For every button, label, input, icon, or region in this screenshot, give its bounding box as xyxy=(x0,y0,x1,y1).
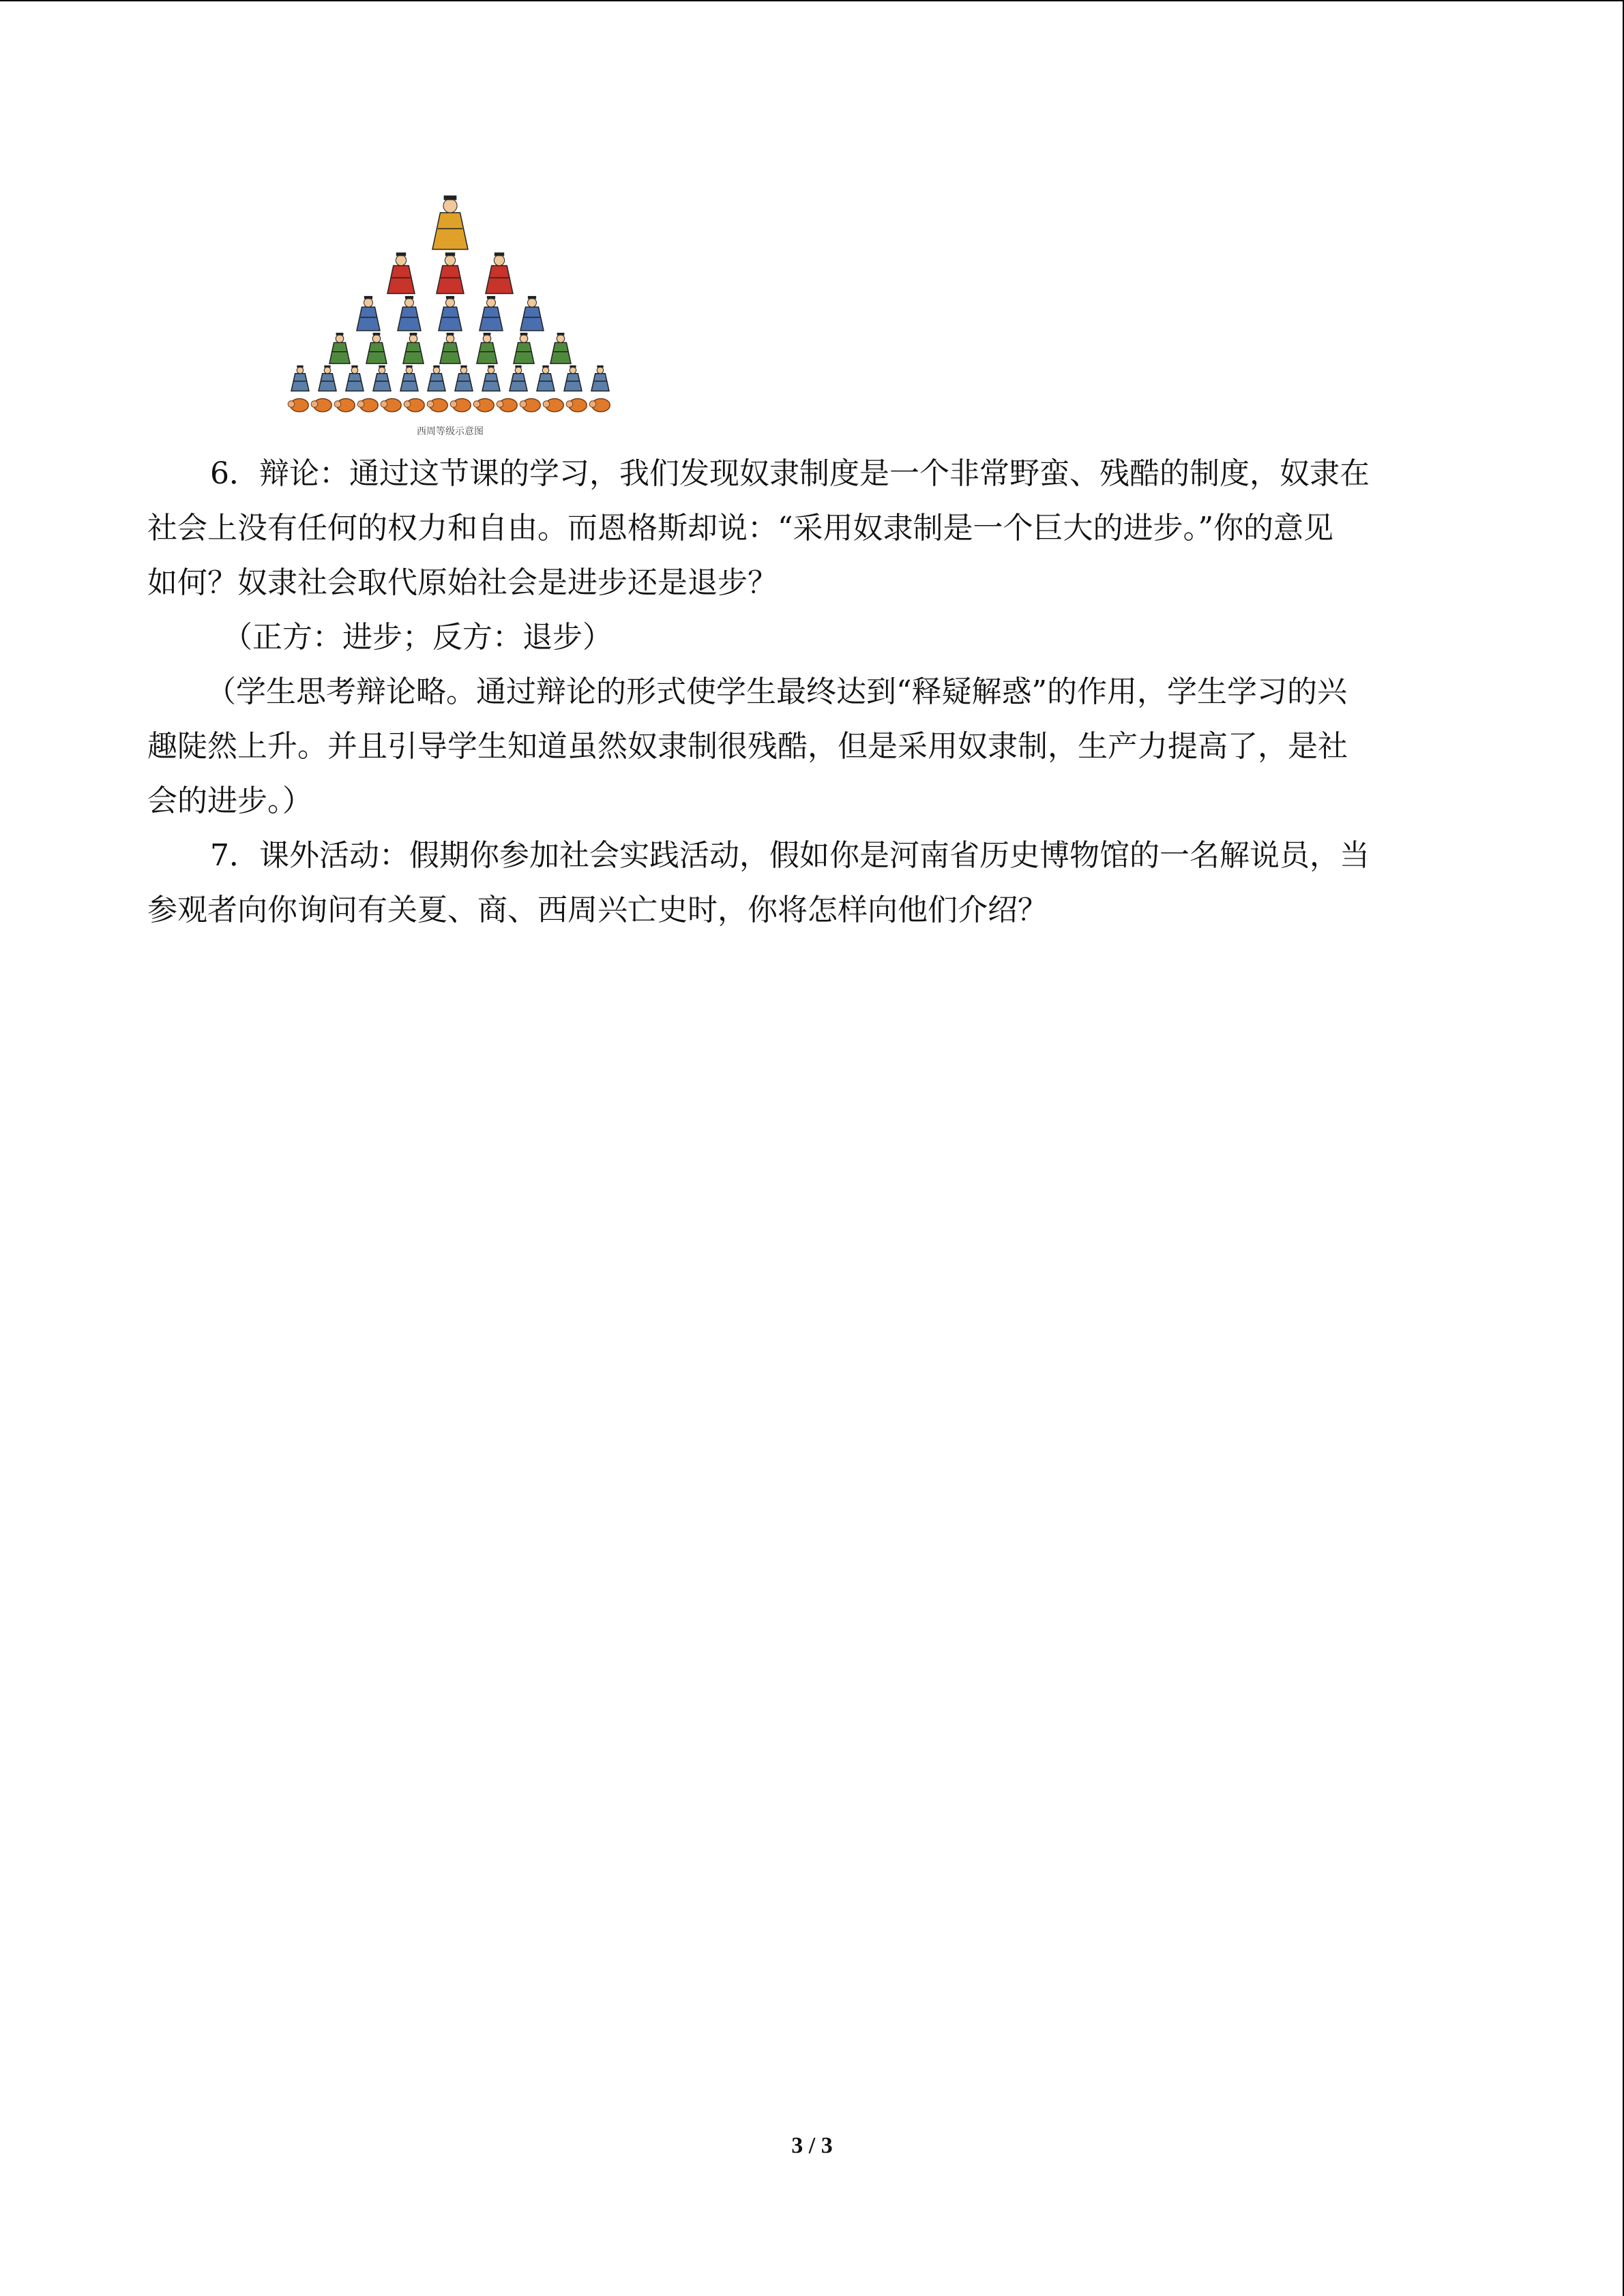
pyramid-person-figure xyxy=(520,296,544,331)
text-line: （学生思考辩论略。通过辩论的形式使学生最终达到“释疑解惑”的作用，学生学习的兴 xyxy=(206,674,1347,709)
pyramid-person-figure xyxy=(589,399,610,412)
hierarchy-pyramid-image xyxy=(259,194,641,426)
pyramid-person-figure xyxy=(473,399,494,412)
pyramid-person-figure xyxy=(566,399,587,412)
pyramid-person-figure xyxy=(334,399,355,412)
text-body xyxy=(147,447,1477,938)
pyramid-person-figure xyxy=(479,296,503,331)
pyramid-person-figure xyxy=(291,366,309,391)
text-line: （正方：进步；反方：退步） xyxy=(222,620,612,655)
text-line: 社会上没有任何的权力和自由。而恩格斯却说：“采用奴隶制是一个巨大的进步。”你的意见 xyxy=(147,511,1333,546)
paragraph-extracurricular xyxy=(147,829,1477,938)
pyramid-person-figure xyxy=(497,399,517,412)
paragraph-debate-question xyxy=(147,447,1477,610)
pyramid-person-figure xyxy=(537,366,555,391)
pyramid-person-figure xyxy=(357,296,380,331)
text-line: 趣陡然上升。并且引导学生知道虽然奴隶制很残酷，但是采用奴隶制，生产力提高了，是社 xyxy=(147,729,1348,764)
pyramid-person-figure xyxy=(398,296,421,331)
pyramid-person-figure xyxy=(381,399,401,412)
text-line: 会的进步。） xyxy=(147,784,312,818)
pyramid-person-figure xyxy=(510,366,527,391)
pyramid-person-figure xyxy=(591,366,609,391)
pyramid-person-figure xyxy=(564,366,582,391)
figure-caption: 西周等级示意图 xyxy=(417,426,484,437)
pyramid-person-figure xyxy=(387,252,415,293)
pyramid-person-figure xyxy=(428,366,445,391)
page-number: 3 / 3 xyxy=(791,2133,833,2158)
pyramid-person-figure xyxy=(477,333,497,363)
hierarchy-figure xyxy=(259,194,641,440)
pyramid-person-figure xyxy=(319,366,336,391)
paragraph-debate-notes xyxy=(147,665,1477,829)
pyramid-person-figure xyxy=(486,252,513,293)
pyramid-person-figure xyxy=(450,399,471,412)
pyramid-person-figure xyxy=(288,399,308,412)
pyramid-person-figure xyxy=(346,366,364,391)
pyramid-person-figure xyxy=(514,333,534,363)
pyramid-person-figure xyxy=(437,252,464,293)
text-line: 7．课外活动：假期你参加社会实践活动，假如你是河南省历史博物馆的一名解说员，当 xyxy=(210,838,1370,873)
text-line: 如何？奴隶社会取代原始社会是进步还是退步？ xyxy=(147,565,778,600)
pyramid-person-figure xyxy=(373,366,391,391)
pyramid-person-figure xyxy=(550,333,571,363)
pyramid-person-figure xyxy=(366,333,387,363)
pyramid-person-figure xyxy=(432,196,468,250)
pyramid-person-figure xyxy=(440,333,460,363)
pyramid-person-figure xyxy=(400,366,418,391)
pyramid-person-figure xyxy=(427,399,447,412)
pyramid-person-figure xyxy=(543,399,563,412)
pyramid-person-figure xyxy=(482,366,500,391)
paragraph-debate-sides xyxy=(147,610,1477,665)
pyramid-person-figure xyxy=(357,399,378,412)
pyramid-person-figure xyxy=(311,399,331,412)
text-line: 6．辩论：通过这节课的学习，我们发现奴隶制度是一个非常野蛮、残酷的制度，奴隶在 xyxy=(210,456,1370,491)
pyramid-person-figure xyxy=(455,366,473,391)
pyramid-person-figure xyxy=(404,399,424,412)
text-line: 参观者向你询问有关夏、商、西周兴亡史时，你将怎样向他们介绍？ xyxy=(147,893,1048,927)
pyramid-person-figure xyxy=(403,333,424,363)
pyramid-person-figure xyxy=(329,333,350,363)
pyramid-person-figure xyxy=(439,296,462,331)
pyramid-person-figure xyxy=(520,399,540,412)
page-border-top xyxy=(0,0,1624,1)
